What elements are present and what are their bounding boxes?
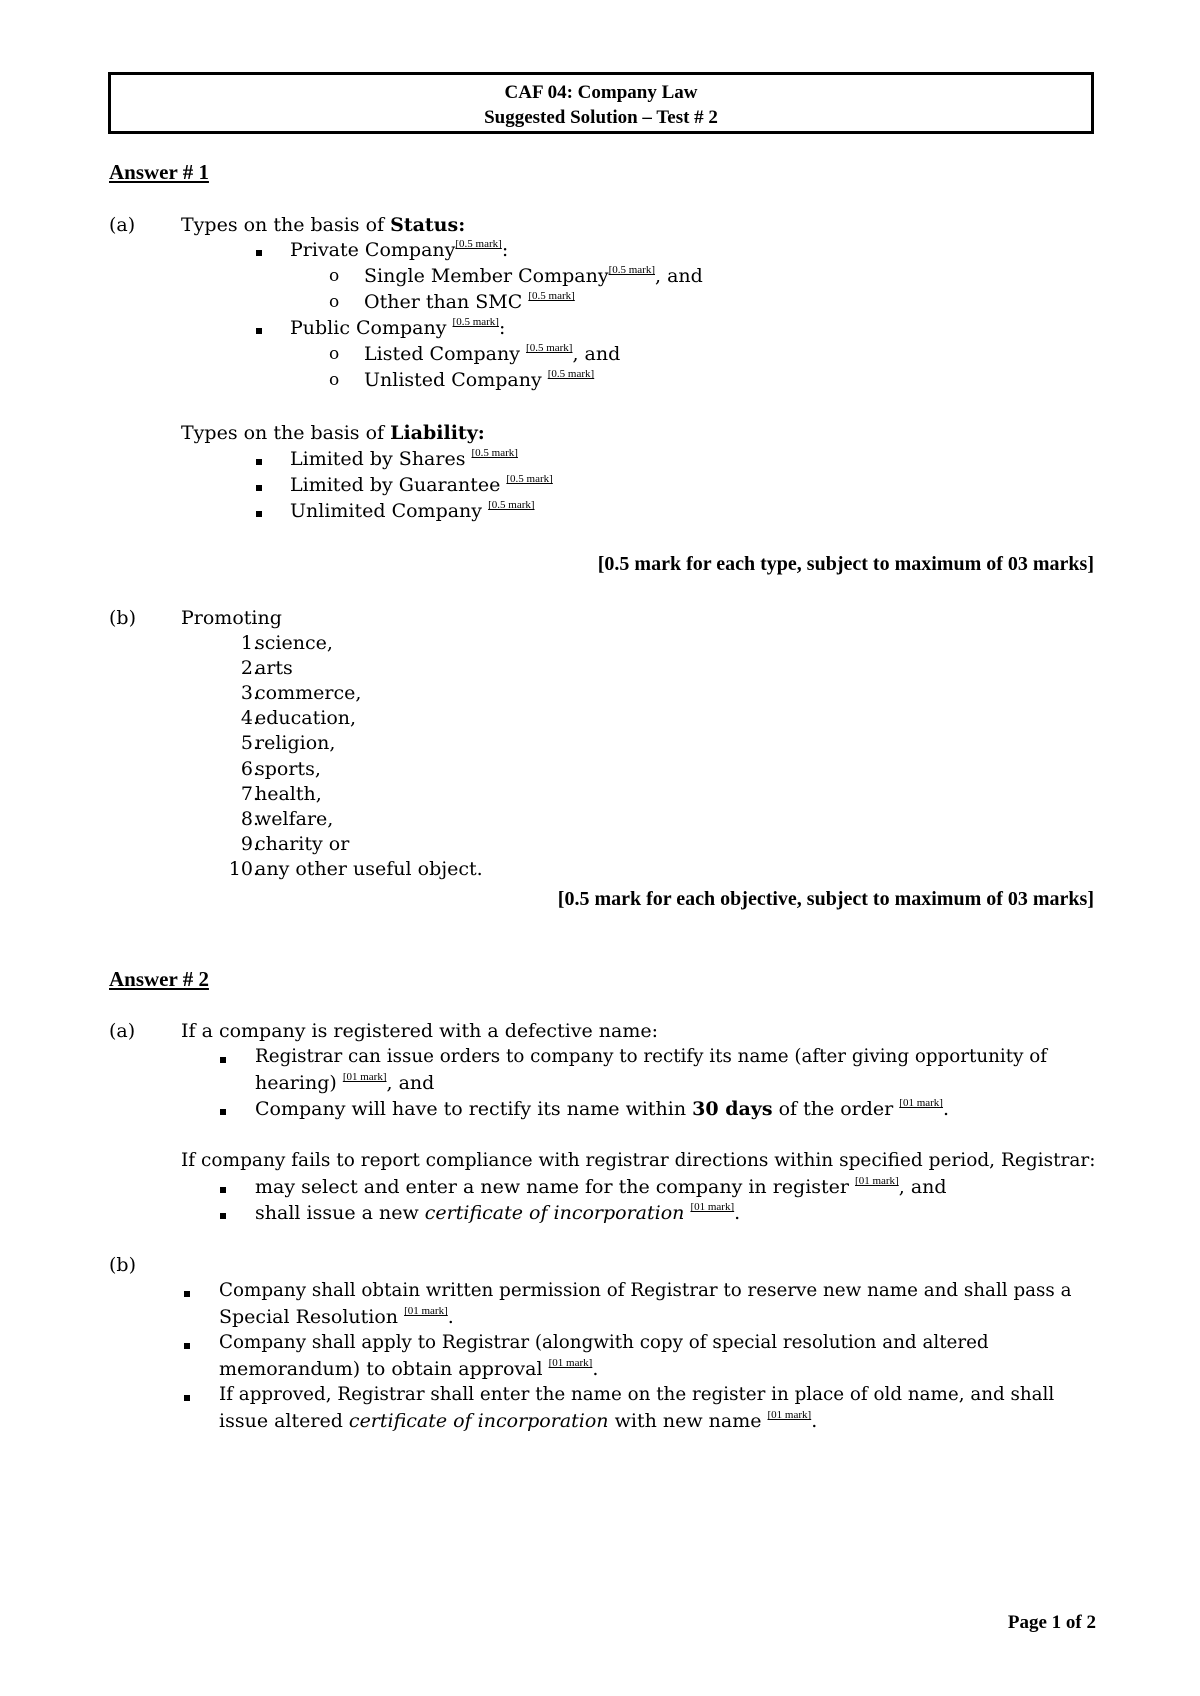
bullet-icon xyxy=(256,498,262,524)
status-intro: Types on the basis of Status: xyxy=(181,214,466,236)
limited-guarantee-item: Limited by Guarantee [0.5 mark] xyxy=(290,473,553,496)
answer-2b-label: (b) xyxy=(109,1254,136,1276)
answer-2a-bullet-3: may select and enter a new name for the company in register [01 mark], and xyxy=(255,1175,947,1198)
document-title: CAF 04: Company Law xyxy=(504,82,698,103)
answer-2b-bullet-1-line-2: Special Resolution [01 mark]. xyxy=(219,1305,454,1328)
answer-2a-bullet-1-line-1: Registrar can issue orders to company to rectify its name (after giving opportunity of xyxy=(255,1046,1048,1067)
bullet-icon xyxy=(220,1096,226,1122)
bullet-icon xyxy=(256,237,262,263)
mark-label: [0.5 mark] xyxy=(608,264,655,276)
answer-1a-label: (a) xyxy=(109,214,136,236)
answer-2b-bullet-2-line-2: memorandum) to obtain approval [01 mark]. xyxy=(219,1357,599,1380)
bullet-icon xyxy=(220,1044,226,1070)
mark-label: [0.5 mark] xyxy=(528,290,575,302)
list-item: any other useful object. xyxy=(255,858,483,880)
document-subtitle: Suggested Solution – Test # 2 xyxy=(484,107,718,128)
unlimited-company-item: Unlimited Company [0.5 mark] xyxy=(290,499,535,522)
public-company-item: Public Company [0.5 mark]: xyxy=(290,316,506,339)
answer-2b-bullet-3-line-1: If approved, Registrar shall enter the name on the register in place of old name, and shall xyxy=(219,1384,1055,1405)
answer-1b-summary: [0.5 mark for each objective, subject to maximum of 03 marks] xyxy=(557,888,1094,910)
answer-1b-label: (b) xyxy=(109,607,136,629)
bullet-icon xyxy=(220,1174,226,1200)
mark-label: [01 mark] xyxy=(548,1357,593,1369)
circle-bullet-icon: o xyxy=(329,370,340,390)
mark-label: [0.5 mark] xyxy=(526,342,573,354)
unlisted-company-item: Unlisted Company [0.5 mark] xyxy=(364,368,595,391)
document-header xyxy=(108,72,1094,134)
list-number: 2. xyxy=(240,657,259,679)
answer-1b-intro: Promoting xyxy=(181,607,282,629)
list-number: 4. xyxy=(240,707,259,729)
list-item: science, xyxy=(255,632,333,654)
mark-label: [01 mark] xyxy=(899,1097,943,1109)
private-company-item: Private Company[0.5 mark]: xyxy=(290,238,509,261)
mark-label: [0.5 mark] xyxy=(471,447,518,459)
answer-2a-fail-intro: If company fails to report compliance with registrar directions within specified period, Registrar: xyxy=(181,1150,1096,1171)
answer-2-heading: Answer # 2 xyxy=(109,967,209,991)
circle-bullet-icon: o xyxy=(329,344,340,364)
mark-label: [0.5 mark] xyxy=(455,238,502,250)
bullet-icon xyxy=(184,1382,190,1408)
limited-shares-item: Limited by Shares [0.5 mark] xyxy=(290,447,518,470)
other-smc-item: Other than SMC [0.5 mark] xyxy=(364,290,575,313)
mark-label: [01 mark] xyxy=(342,1071,387,1083)
list-item: commerce, xyxy=(255,682,362,704)
answer-2a-bullet-4: shall issue a new certificate of incorporation [01 mark]. xyxy=(255,1201,741,1224)
answer-1-heading: Answer # 1 xyxy=(109,160,209,184)
list-number: 7. xyxy=(240,783,259,805)
answer-2a-intro: If a company is registered with a defective name: xyxy=(181,1020,659,1042)
mark-label: [01 mark] xyxy=(767,1409,812,1421)
page-number: Page 1 of 2 xyxy=(1007,1612,1096,1633)
answer-2b-bullet-1-line-1: Company shall obtain written permission of Registrar to reserve new name and shall pass a xyxy=(219,1280,1072,1301)
mark-label: [0.5 mark] xyxy=(547,368,595,380)
answer-2a-bullet-1-line-2: hearing) [01 mark], and xyxy=(255,1071,435,1094)
list-item: sports, xyxy=(255,758,321,780)
list-item: education, xyxy=(255,707,357,729)
list-item: welfare, xyxy=(255,808,334,830)
answer-1a-summary: [0.5 mark for each type, subject to maximum of 03 marks] xyxy=(597,553,1094,575)
answer-2a-label: (a) xyxy=(109,1020,136,1042)
list-number: 5. xyxy=(240,732,259,754)
status-bold: Status: xyxy=(390,214,466,236)
list-number: 8. xyxy=(240,808,259,830)
bullet-icon xyxy=(256,315,262,341)
list-number: 10. xyxy=(228,858,259,880)
answer-2b-bullet-3-line-2: issue altered certificate of incorporation with new name [01 mark]. xyxy=(219,1409,818,1432)
mark-label: [0.5 mark] xyxy=(488,499,535,511)
mark-label: [0.5 mark] xyxy=(452,316,499,328)
list-item: religion, xyxy=(255,732,336,754)
bullet-icon xyxy=(184,1330,190,1356)
circle-bullet-icon: o xyxy=(329,292,340,312)
mark-label: [0.5 mark] xyxy=(506,473,553,485)
answer-2a-bullet-2: Company will have to rectify its name within 30 days of the order [01 mark]. xyxy=(255,1097,950,1120)
mark-label: [01 mark] xyxy=(690,1201,735,1213)
bullet-icon xyxy=(256,472,262,498)
mark-label: [01 mark] xyxy=(855,1175,899,1187)
liability-bold: Liability: xyxy=(390,422,485,444)
bullet-icon xyxy=(256,446,262,472)
list-item: health, xyxy=(255,783,322,805)
circle-bullet-icon: o xyxy=(329,266,340,286)
listed-company-item: Listed Company [0.5 mark], and xyxy=(364,342,621,365)
bullet-icon xyxy=(184,1278,190,1304)
mark-label: [01 mark] xyxy=(404,1305,448,1317)
list-number: 3. xyxy=(240,682,259,704)
list-number: 6. xyxy=(240,758,259,780)
list-item: charity or xyxy=(255,833,350,855)
liability-intro: Types on the basis of Liability: xyxy=(181,422,485,444)
list-item: arts xyxy=(255,657,293,679)
smc-item: Single Member Company[0.5 mark], and xyxy=(364,264,703,287)
list-number: 1. xyxy=(240,632,259,654)
bullet-icon xyxy=(220,1200,226,1226)
answer-2b-bullet-2-line-1: Company shall apply to Registrar (alongwith copy of special resolution and altered xyxy=(219,1332,989,1353)
list-number: 9. xyxy=(240,833,259,855)
